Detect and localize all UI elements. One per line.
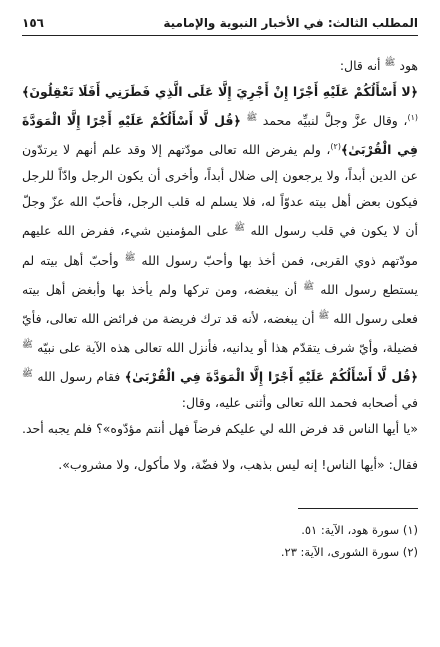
footnote: (١) سورة هود، الآية: ٥١.: [301, 523, 418, 538]
honorific-symbol: ﷺ: [384, 58, 396, 68]
honorific-symbol: ﷺ: [318, 310, 330, 321]
book-page: [22, 14, 418, 563]
paragraph-text: فقام رسول الله: [37, 369, 121, 385]
honorific-symbol: ﷺ: [234, 223, 246, 234]
paragraph-text: على المؤمنين شيء، ففرض الله عليهم مودّتهم ذوي القربى، فمن أخذ بها وأحبّ رسول الله: [22, 223, 418, 268]
footnote-divider: [298, 508, 418, 509]
paragraph: فقال: «أيها الناس! إنه ليس بذهب، ولا فضّة، ولا مأكول، ولا مشروب».: [58, 457, 418, 473]
paragraph-text: ، وقال عزَّ وجلَّ لنبيِّه محمد: [262, 113, 408, 129]
honorific-symbol: ﷺ: [124, 252, 136, 263]
paragraph: [22, 50, 418, 79]
paragraph: [22, 79, 418, 416]
footnote: (٢) سورة الشورى، الآية: ٢٣.: [280, 545, 418, 560]
footnote-reference: (١): [407, 113, 418, 123]
honorific-symbol: ﷺ: [303, 281, 315, 292]
quran-verse: ﴿لا أَسْأَلُكُمْ عَلَيْهِ أَجْرًا إِنْ أَجْرِيَ إِلَّا عَلَى الَّذِي فَطَرَنِي أَفَلَا تَعْقِلُونَ﴾: [22, 84, 418, 100]
intro-text-rest: أنه قال:: [339, 58, 381, 74]
paragraph-text: وأحبّ أهل بيته لم يستطع رسول الله: [22, 252, 418, 297]
footnotes: [22, 519, 418, 563]
honorific-symbol: ﷺ: [22, 369, 33, 380]
paragraph: «يا أيها الناس قد فرض الله لي عليكم فرضاً فهل أنتم مؤدّوه»؟ فلم يجبه أحد.: [22, 421, 418, 437]
intro-text: هود: [399, 58, 418, 74]
paragraph-text: ، ولم يفرض الله تعالى مودّتهم إلا وقد علم أنهم لا يرتدّون عن الدين أبداً، ولا يرجعون إلى ضلال أبداً، وأخرى أن يكون الرجل وادّاً للرجل فيكون بعض أهل بيته عدوّاً له، فلا يسلم له قلب الرجل، فأحبّ الله عزّ وجلّ أن لا يكون في قلب رسول الله: [22, 142, 419, 239]
paragraph-gap: [22, 442, 418, 452]
body-text: [22, 50, 418, 478]
quran-verse: ﴿قُل لَّا أَسْأَلُكُمْ عَلَيْهِ أَجْرًا إِلَّا الْمَوَدَّةَ فِي الْقُرْبَىٰ﴾: [22, 113, 418, 158]
running-header: [22, 14, 418, 36]
footnote-reference: (٢): [330, 142, 341, 152]
page-number: ١٥٦: [22, 16, 44, 30]
honorific-symbol: ﷺ: [22, 340, 33, 351]
quran-verse: ﴿قُل لَّا أَسْأَلُكُمْ عَلَيْهِ أَجْرًا إِلَّا الْمَوَدَّةَ فِي الْقُرْبَىٰ﴾: [124, 369, 418, 385]
paragraph-text: أن يبغضه، ومن تركها ولم يأخذ بها وأبغض أهل بيته فعلى رسول الله: [22, 281, 419, 327]
paragraph-text: أن يبغضه، لأنه قد ترك فريضة من فرائض الله تعالى، فأيّ فضيلة، وأيّ شرف يتقدّم هذا أو يدانيه، فأنزل الله تعالى هذه الآية على نبيّه: [22, 311, 418, 356]
honorific-symbol: ﷺ: [246, 113, 258, 124]
paragraph-text: في أصحابه فحمد الله تعالى وأثنى عليه، وقال:: [181, 395, 418, 411]
running-title: المطلب الثالث: في الأخبار النبوية والإمامية: [163, 16, 418, 30]
